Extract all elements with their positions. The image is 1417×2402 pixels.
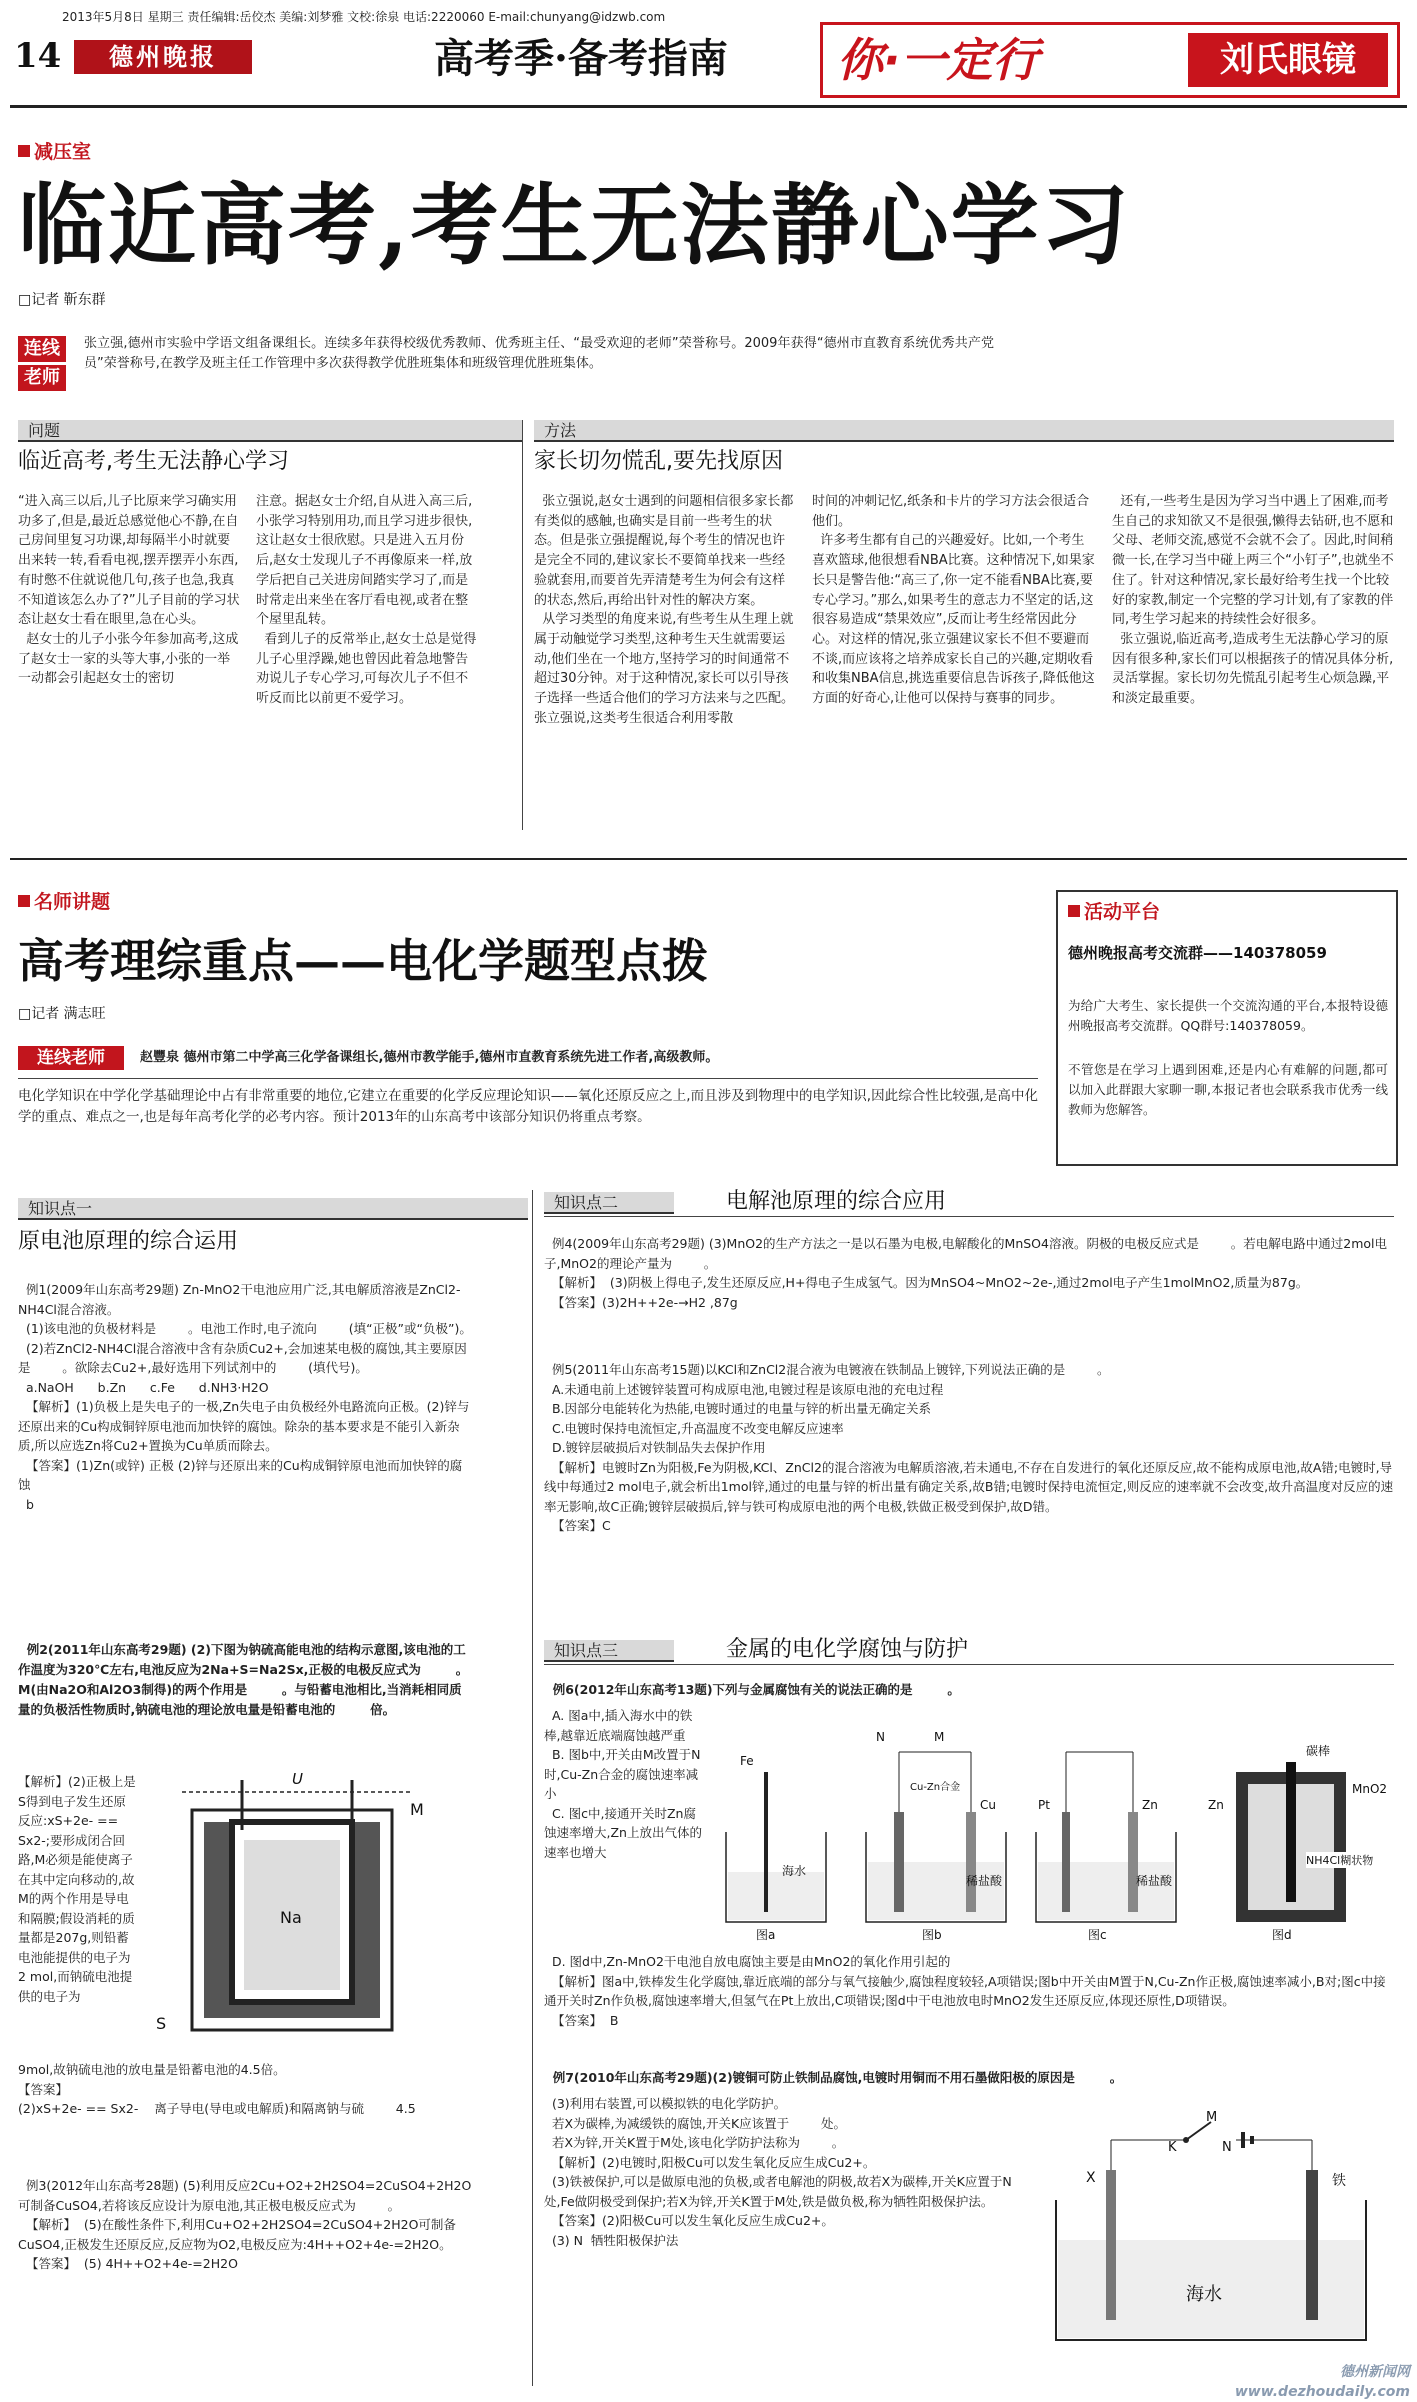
figure-iron-protection bbox=[1036, 2110, 1396, 2350]
fig3-label-seawater: 海水 bbox=[1186, 2284, 1222, 2305]
fig2-label-pt: Pt bbox=[1038, 1798, 1050, 1812]
fig2-label-cu-zn: Cu-Zn合金 bbox=[910, 1782, 961, 1793]
example-2-analysis: 【解析】(2)正极上是S得到电子发生还原反应:xS+2e- == Sx2-;要形成闭合回路,M必须是能使离子在其中定向移动的,故M的两个作用是导电和隔膜;假设消耗的质量都是207g,则铅蓄电池能提供的电子为2 mol,而钠硫电池提供的电子为 bbox=[18, 1774, 136, 2004]
knowledge-2-title: 电解池原理的综合应用 bbox=[726, 1189, 947, 1214]
activity-sidebar bbox=[1056, 890, 1398, 1166]
sidebar-tag: 活动平台 bbox=[1068, 900, 1368, 924]
example-1: 例1(2009年山东高考29题) Zn-MnO2干电池应用广泛,其电解质溶液是ZnCl2-NH4Cl混合溶液。 (1)该电池的负极材料是 。电池工作时,电子流向 (填“正极”或“负极”)。 (2)若ZnCl2-NH4Cl混合溶液中含有杂质Cu2+,会加速某电极的腐蚀,其主要原因是 。欲除去Cu2+,最好选用下列试剂中的 (填代号)。 a.NaOH b.Zn c.Fe d.NH3·H2O 【解析】(1)负极上是失电子的一极,Zn失电子由负极经外电路流向正极。(2)锌与还原出来的Cu构成铜锌原电池而加快锌的腐蚀。除杂的基本要求是不能引入新杂质,所以应选Zn将Cu2+置换为Cu单质而除去。 【答案】(1)Zn(或锌) 正极 (2)锌与还原出来的Cu构成铜锌原电池而加快锌的腐蚀 b bbox=[18, 1282, 472, 1512]
figure1-label-m: M bbox=[410, 1800, 424, 1819]
problem-title: 临近高考,考生无法静心学习 bbox=[18, 449, 289, 474]
headline-1: 临近高考,考生无法静心学习 bbox=[18, 173, 1131, 277]
fig2-label-n: N bbox=[876, 1730, 885, 1744]
fig2-label-hcl-b: 稀盐酸 bbox=[966, 1874, 1003, 1888]
fig2-label-hcl-c: 稀盐酸 bbox=[1136, 1874, 1173, 1888]
teacher-badge-2: 连线老师 bbox=[18, 1046, 124, 1070]
method-label: 方法 bbox=[534, 420, 1394, 442]
teacher-intro-2: 赵豐泉 德州市第二中学高三化学备课组长,德州市教学能手,德州市直教育系统先进工作者,高级教师。 bbox=[140, 1050, 719, 1065]
fig2-label-seawater: 海水 bbox=[782, 1864, 807, 1878]
column-divider-1 bbox=[522, 420, 523, 830]
teacher-badge-1 bbox=[18, 336, 66, 392]
fig2-caption-b: 图b bbox=[922, 1928, 942, 1942]
byline-1: □记者 靳东群 bbox=[18, 292, 106, 308]
fig3-label-x: X bbox=[1086, 2170, 1096, 2186]
dateline: 2013年5月8日 星期三 责任编辑:岳佼杰 美编:刘梦雅 文校:徐泉 电话:2220060 E-mail:chunyang@idzwb.com bbox=[62, 10, 666, 24]
sidebar-qq-title: 德州晚报高考交流群——140378059 bbox=[1068, 944, 1327, 962]
knowledge-3-label: 知识点三 bbox=[544, 1640, 674, 1662]
lead-paragraph: 电化学知识在中学化学基础理论中占有非常重要的地位,它建立在重要的化学反应理论知识——氧化还原反应之上,而且涉及到物理中的电学知识,因此综合性比较强,是高中化学的重点、难点之一,也是每年高考化学的必考内容。预计2013年的山东高考中该部分知识仍将重点考察。 bbox=[18, 1088, 1038, 1125]
byline-2: □记者 满志旺 bbox=[18, 1006, 106, 1022]
fig2-label-cu: Cu bbox=[980, 1798, 996, 1812]
article1-col-3: 张立强说,赵女士遇到的问题相信很多家长都有类似的感触,也确实是目前一些考生的状态。但是张立强提醒说,每个考生的情况也许是完全不同的,建议家长不要简单找来一些经验就套用,而要首先弄清楚考生为何会有这样的状态,然后,再给出针对性的解决方案。 从学习类型的角度来说,有些考生从生理上就属于动触觉学习类型,这种考生天生就需要运动,他们坐在一个地方,坚持学习的时间通常不超过30分钟。对于这种情况,家长可以引导孩子选择一些适合他们的学习方法来与之匹配。张立强说,这类考生很适合利用零散 bbox=[534, 494, 795, 726]
knowledge-3-title: 金属的电化学腐蚀与防护 bbox=[726, 1637, 969, 1662]
fig2-label-fe: Fe bbox=[740, 1754, 754, 1768]
fig2-label-nh4cl: NH4Cl糊状物 bbox=[1306, 1854, 1374, 1867]
knowledge-3-rule bbox=[544, 1664, 1394, 1665]
figure-corrosion-setups bbox=[716, 1712, 1396, 1942]
lead-rule bbox=[18, 1078, 1038, 1079]
ad-slogan: 你·一定行 bbox=[837, 33, 1039, 87]
article-divider bbox=[10, 858, 1407, 860]
article1-col-5: 还有,一些考生是因为学习当中遇上了困难,而考生自己的求知欲又不是很强,懒得去钻研,也不愿和父母、老师交流,感觉不会就不会了。因此,时间稍微一长,在学习当中碰上两三个“小钉子”,也就坐不住了。针对这种情况,家长最好给考生找一个比较好的家教,制定一个完整的学习计划,有了家教的伴同,考生学习起来的持续性会好很多。 张立强说,临近高考,造成考生无法静心学习的原因有很多种,家长们可以根据孩子的情况具体分析,灵活掌握。家长切勿先慌乱引起考生心烦急躁,平和淡定最重要。 bbox=[1112, 494, 1394, 707]
page-number: 14 bbox=[14, 36, 62, 76]
section-title: 高考季·备考指南 bbox=[434, 35, 728, 82]
knowledge-2-rule bbox=[544, 1216, 1394, 1217]
example-7-question: 例7(2010年山东高考29题)(2)镀铜可防止铁制品腐蚀,电镀时用铜而不用石墨做阳极的原因是 。 bbox=[544, 2070, 1123, 2085]
header-rule bbox=[10, 105, 1407, 108]
fig2-label-zn-c: Zn bbox=[1142, 1798, 1158, 1812]
ad-brand: 刘氏眼镜 bbox=[1188, 33, 1388, 87]
knowledge-1-label: 知识点一 bbox=[18, 1198, 528, 1220]
example-7-body: (3)利用右装置,可以模拟铁的电化学防护。 若X为碳棒,为减缓铁的腐蚀,开关K应该置于 处。 若X为锌,开关K置于M处,该电化学防护法称为 。 【解析】(2)电镀时,阳极Cu可以发生氧化反应生成Cu2+。 (3)铁被保护,可以是做原电池的负极,或者电解池的阴极,故若X为碳棒,开关K应置于N处,Fe做阴极受到保护;若X为锌,开关K置于M处,铁是做负极,称为牺牲阳极保护法。 【答案】(2)阳极Cu可以发生氧化反应生成Cu2+。 (3) N 牺牲阳极保护法 bbox=[544, 2096, 1012, 2248]
section-tag-relief: 减压室 bbox=[18, 140, 178, 164]
sidebar-text-2: 不管您是在学习上遇到困难,还是内心有难解的问题,都可以加入此群跟大家聊一聊,本报记者也会联系我市优秀一线教师为您解答。 bbox=[1068, 1062, 1388, 1117]
article1-col-4: 时间的冲刺记忆,纸条和卡片的学习方法会很适合他们。 许多考生都有自己的兴趣爱好。比如,一个考生喜欢篮球,他很想看NBA比赛。这种情况下,如果家长只是警告他:“高三了,你一定不能看NBA比赛,要专心学习。”那么,如果考生的意志力不坚定的话,这很容易造成“禁果效应”,反而让考生经常因此分心。对这样的情况,张立强建议家长不但不要避而不谈,而应该将之培养成家长自己的兴趣,定期收看和收集NBA信息,挑选重要信息告诉孩子,降低他这方面的好奇心,让他可以保持与赛事的同步。 bbox=[812, 494, 1095, 707]
example-6-analysis: D. 图d中,Zn-MnO2干电池自放电腐蚀主要是由MnO2的氧化作用引起的 【解析】图a中,铁棒发生化学腐蚀,靠近底端的部分与氧气接触少,腐蚀程度较轻,A项错误;图b中开关由M置于N,Cu-Zn作正极,腐蚀速率减小,B对;图c中接通开关时Zn作负极,腐蚀速率增大,但氢气在Pt上放出,C项错误;图d中干电池放电时MnO2发生还原反应,体现还原性,D项错误。 【答案】 B bbox=[544, 1954, 1386, 2028]
section-tag-lecture: 名师讲题 bbox=[18, 890, 178, 914]
example-2-question: 例2(2011年山东高考29题) (2)下图为钠硫高能电池的结构示意图,该电池的工作温度为320℃左右,电池反应为2Na+S=Na2Sx,正极的电极反应式为 。M(由Na2O和Al2O3制得)的两个作用是 。与铅蓄电池相比,当消耗相同质量的负极活性物质时,钠硫电池的理论放电量是铅蓄电池的 倍。 bbox=[18, 1642, 469, 1717]
article1-col-1: “进入高三以后,儿子比原来学习确实用功多了,但是,最近总感觉他心不静,在自己房间里复习功课,却每隔半小时就要出来转一转,看看电视,摆弄摆弄小东西,有时憋不住就说他几句,孩子也急,我真不知道该怎么办了?”儿子目前的学习状态让赵女士看在眼里,急在心头。 赵女士的儿子小张今年参加高考,这成了赵女士一家的头等大事,小张的一举一动都会引起赵女士的密切 bbox=[18, 494, 240, 687]
figure-sodium-sulfur-battery bbox=[152, 1770, 452, 2060]
figure1-label-s: S bbox=[156, 2014, 167, 2033]
fig2-caption-c: 图c bbox=[1088, 1928, 1107, 1942]
headline-2: 高考理综重点——电化学题型点拨 bbox=[18, 934, 708, 988]
method-title: 家长切勿慌乱,要先找原因 bbox=[534, 449, 783, 474]
figure1-label-u: U bbox=[292, 1770, 303, 1788]
paper-name: 德州晚报 bbox=[74, 40, 252, 74]
fig2-caption-d: 图d bbox=[1272, 1928, 1292, 1942]
figure1-label-na: Na bbox=[280, 1908, 302, 1927]
example-2-answer: 9mol,故钠硫电池的放电量是铅蓄电池的4.5倍。 【答案】 (2)xS+2e- == Sx2- 离子导电(导电或电解质)和隔离钠与硫 4.5 bbox=[18, 2062, 416, 2116]
example-3: 例3(2012年山东高考28题) (5)利用反应2Cu+O2+2H2SO4=2CuSO4+2H2O可制备CuSO4,若将该反应设计为原电池,其正极电极反应式为 。 【解析】 (5)在酸性条件下,利用Cu+O2+2H2SO4=2CuSO4+2H2O可制备CuSO4,正极发生还原反应,反应物为O2,电极反应为:4H++O2+4e-=2H2O。 【答案】 (5) 4H++O2+4e-=2H2O bbox=[18, 2178, 472, 2271]
fig3-label-n: N bbox=[1222, 2140, 1232, 2155]
corrosion-diagram-svg bbox=[716, 1712, 1396, 1942]
teacher-badge-line1: 连线 bbox=[18, 336, 66, 362]
fig3-label-k: K bbox=[1168, 2140, 1177, 2155]
fig2-caption-a: 图a bbox=[756, 1928, 776, 1942]
teacher-intro-1: 张立强,德州市实验中学语文组备课组长。连续多年获得校级优秀教师、优秀班主任、“最受欢迎的老师”荣誉称号。2009年获得“德州市直教育系统优秀共产党员”荣誉称号,在教学及班主任工作管理中多次获得教学优胜班集体和班级管理优胜班集体。 bbox=[84, 336, 994, 371]
example-6-options: A. 图a中,插入海水中的铁棒,越靠近底端腐蚀越严重 B. 图b中,开关由M改置于N时,Cu-Zn合金的腐蚀速率减小 C. 图c中,接通开关时Zn腐蚀速率增大,Zn上放出气体的速率也增大 bbox=[544, 1708, 702, 1860]
article1-col-2: 注意。据赵女士介绍,自从进入高三后,小张学习特别用功,而且学习进步很快,这让赵女士很欣慰。只是进入五月份后,赵女士发现儿子不再像原来一样,放学后把自己关进房间踏实学习了,而是时常走出来坐在客厅看电视,或者在整个屋里乱转。 看到儿子的反常举止,赵女士总是觉得儿子心里浮躁,她也曾因此着急地警告劝说儿子专心学习,可每次儿子不但不听反而比以前更不爱学习。 bbox=[256, 494, 477, 707]
protection-diagram-svg bbox=[1036, 2110, 1396, 2350]
sidebar-text-1: 为给广大考生、家长提供一个交流沟通的平台,本报特设德州晚报高考交流群。QQ群号:140378059。 bbox=[1068, 998, 1388, 1033]
ad-banner bbox=[820, 22, 1400, 98]
fig2-label-carbon: 碳棒 bbox=[1306, 1744, 1331, 1758]
fig2-label-mno2: MnO2 bbox=[1352, 1782, 1388, 1796]
fig2-label-m: M bbox=[934, 1730, 945, 1744]
watermark: 德州新闻网 www.dezhoudaily.com bbox=[1234, 2364, 1410, 2400]
teacher-badge-line2: 老师 bbox=[18, 365, 66, 391]
fig2-label-zn-d: Zn bbox=[1208, 1798, 1224, 1812]
fig3-label-iron: 铁 bbox=[1332, 2173, 1346, 2189]
example-5: 例5(2011年山东高考15题)以KCl和ZnCl2混合液为电镀液在铁制品上镀锌,下列说法正确的是 。 A.未通电前上述镀锌装置可构成原电池,电镀过程是该原电池的充电过程 B.因部分电能转化为热能,电镀时通过的电量与锌的析出量无确定关系 C.电镀时保持电流恒定,升高温度不改变电解反应速率 D.镀锌层破损后对铁制品失去保护作用 【解析】电镀时Zn为阳极,Fe为阴极,KCl、ZnCl2的混合溶液为电解质溶液,若未通电,不存在自发进行的氧化还原反应,故不能构成原电池,故A错;电镀时,导线中每通过2 mol电子,就会析出1mol锌,通过的电量与锌的析出量有确定关系,故B错;电镀时保持电流恒定,则反应的速率就不会改变,故升高温度对反应的速率无影响,故C正确;镀锌层破损后,锌与铁可构成原电池的两个电极,铁做正极受到保护,故D错。 【答案】C bbox=[544, 1362, 1394, 1533]
column-divider-2 bbox=[532, 1190, 533, 2386]
knowledge-2-label: 知识点二 bbox=[544, 1192, 674, 1214]
problem-label: 问题 bbox=[18, 420, 523, 442]
example-6-question: 例6(2012年山东高考13题)下列与金属腐蚀有关的说法正确的是 。 bbox=[544, 1682, 960, 1697]
example-4: 例4(2009年山东高考29题) (3)MnO2的生产方法之一是以石墨为电极,电解酸化的MnSO4溶液。阴极的电极反应式是 。若电解电路中通过2mol电子,MnO2的理论产量为 。 【解析】 (3)阴极上得电子,发生还原反应,H+得电子生成氢气。因为MnSO4~MnO2~2e-,通过2mol电子产生1molMnO2,质量为87g。 【答案】(3)2H++2e-→H2 ,87g bbox=[544, 1236, 1388, 1310]
knowledge-1-title: 原电池原理的综合运用 bbox=[18, 1229, 239, 1254]
fig3-label-m: M bbox=[1206, 2110, 1218, 2125]
battery-diagram-svg bbox=[152, 1770, 452, 2060]
